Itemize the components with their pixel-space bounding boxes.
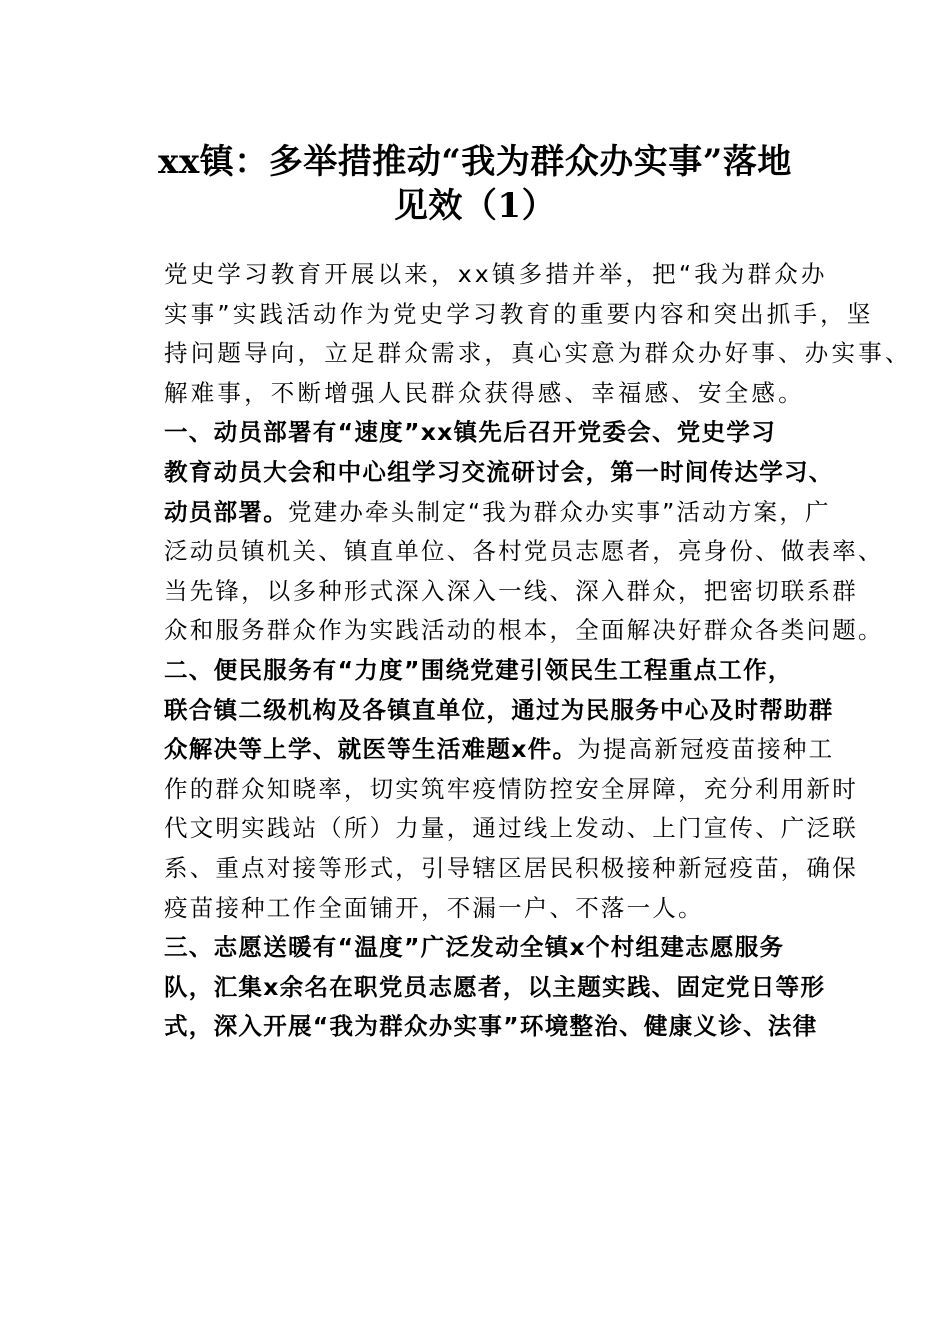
- section-2-heading-line-1: 二、便民服务有“力度”围绕党建引领民生工程重点工作，: [164, 655, 793, 684]
- section-3-heading-line-1: 三、志愿送暖有“温度”广泛发动全镇x个村组建志愿服务: [164, 933, 785, 962]
- section-1-body-line-3: 众和服务群众作为实践活动的根本，全面解决好群众各类问题。: [164, 616, 884, 645]
- intro-paragraph: [117, 255, 912, 413]
- section-2-body-first: 为提高新冠疫苗接种工: [577, 735, 835, 764]
- section-1-body-line-2: 当先锋，以多种形式深入深入一线、深入群众，把密切联系群: [164, 576, 858, 605]
- section-3-heading-line-2: 队，汇集x余名在职党员志愿者，以主题实践、固定党日等形: [164, 972, 826, 1001]
- section-1-paragraph: [117, 413, 884, 651]
- section-2-body-line-2: 代文明实践站（所）力量，通过线上发动、上门宣传、广泛联: [164, 814, 858, 843]
- intro-line-2: 实事”实践活动作为党史学习教育的重要内容和突出抓手，坚: [164, 299, 874, 328]
- section-2-body-line-4: 疫苗接种工作全面铺开，不漏一户、不落一人。: [164, 893, 704, 922]
- section-1-heading-line-1: 一、动员部署有“速度”xx镇先后召开党委会、党史学习: [164, 418, 777, 447]
- title-line-2: 见效（1）: [393, 186, 557, 226]
- section-1-body-first: 党建办牵头制定“我为群众办实事”活动方案，广: [288, 497, 831, 526]
- section-3-paragraph: [117, 928, 833, 1047]
- intro-line-4: 解难事，不断增强人民群众获得感、幸福感、安全感。: [164, 378, 805, 407]
- section-1-heading-line-3: 动员部署。: [164, 497, 288, 526]
- section-3-heading-line-3: 式，深入开展“我为群众办实事”环境整治、健康义诊、法律: [164, 1012, 818, 1041]
- section-1-heading-line-2: 教育动员大会和中心组学习交流研讨会，第一时间传达学习、: [164, 457, 834, 486]
- section-2-heading-line-3: 众解决等上学、就医等生活难题x件。: [164, 735, 578, 764]
- section-1-body-line-1: 泛动员镇机关、镇直单位、各村党员志愿者，亮身份、做表率、: [164, 537, 884, 566]
- document-body: [117, 255, 912, 1047]
- title-line-1: xx镇：多举措推动“我为群众办实事”落地: [158, 142, 792, 182]
- intro-line-3: 持问题导向，立足群众需求，真心实意为群众办好事、办实事、: [164, 339, 912, 368]
- section-2-body-line-3: 系、重点对接等形式，引导辖区居民积极接种新冠疫苗，确保: [164, 853, 858, 882]
- document-title: [100, 140, 850, 228]
- intro-line-1: 党史学习教育开展以来，xx镇多措并举，把“我为群众办: [164, 260, 828, 288]
- section-2-heading-line-2: 联合镇二级机构及各镇直单位，通过为民服务中心及时帮助群: [164, 695, 834, 724]
- section-2-body-line-1: 作的群众知晓率，切实筑牢疫情防控安全屏障，充分利用新时: [164, 774, 858, 803]
- section-2-paragraph: [117, 651, 858, 928]
